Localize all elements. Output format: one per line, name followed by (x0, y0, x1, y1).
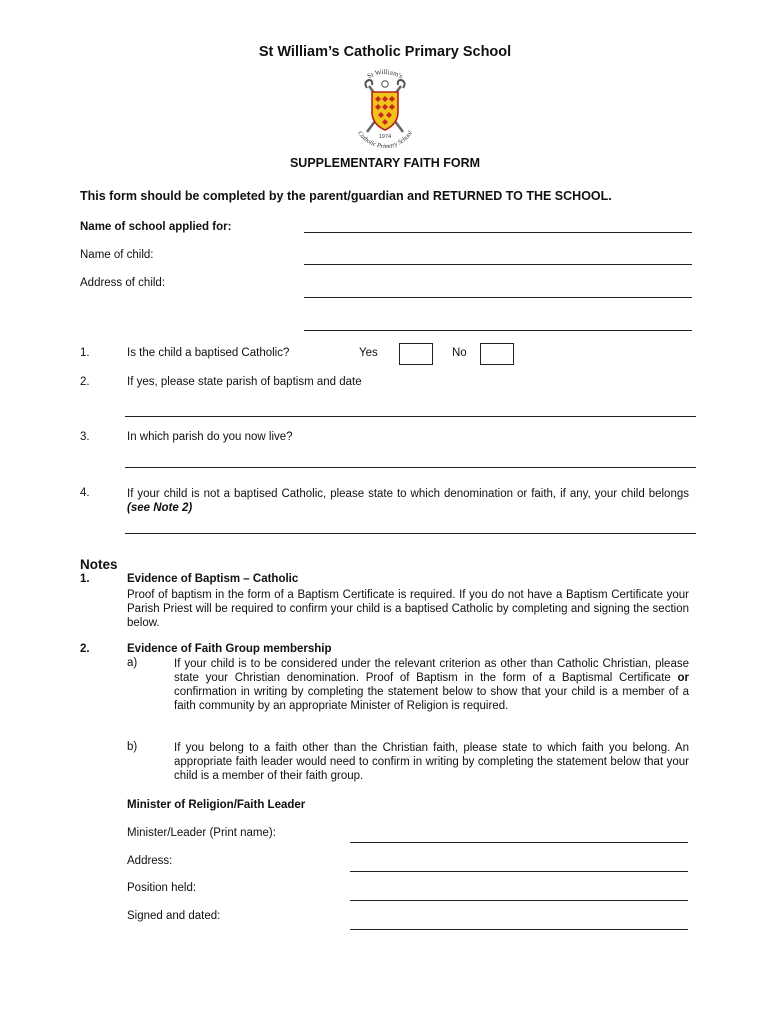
note1-body: Proof of baptism in the form of a Baptism Certificate is required. If you do not have a Baptism Certificate your Parish Priest will be required to confirm your child is a baptised Catholic by completing and signing the section below. (127, 589, 689, 629)
minister-signed-line[interactable] (350, 929, 688, 930)
svg-text:St William's (366, 68, 405, 81)
minister-position-label: Position held: (127, 882, 197, 894)
minister-name-line[interactable] (350, 842, 688, 843)
note2-number: 2. (80, 643, 90, 655)
q2-answer-line[interactable] (125, 416, 696, 417)
q4-note-reference: (see Note 2) (127, 502, 193, 514)
child-address-line-1[interactable] (304, 297, 692, 298)
q2-number: 2. (80, 376, 90, 388)
note1-title: Evidence of Baptism – Catholic (127, 573, 299, 585)
form-instruction: This form should be completed by the parent/guardian and RETURNED TO THE SCHOOL. (80, 189, 612, 203)
q1-number: 1. (80, 347, 90, 359)
q2-text: If yes, please state parish of baptism and date (127, 376, 362, 388)
minister-signed-label: Signed and dated: (127, 910, 221, 922)
form-title: SUPPLEMENTARY FAITH FORM (289, 156, 481, 170)
child-address-line-2[interactable] (304, 330, 692, 331)
child-name-line[interactable] (304, 264, 692, 265)
note2-a-or: or (677, 672, 689, 684)
q4-answer-line[interactable] (125, 533, 696, 534)
q1-no-checkbox[interactable] (480, 343, 514, 365)
school-crest-logo (345, 66, 425, 150)
note2-a-label: a) (127, 657, 138, 669)
q4-text: If your child is not a baptised Catholic, please state to which denomination or faith, if any, your child belongs (see Note 2) (127, 488, 689, 514)
crest-bottom-text: Catholic Primary School (356, 129, 414, 150)
q1-text: Is the child a baptised Catholic? (127, 347, 290, 359)
note2-b-text: If you belong to a faith other than the Christian faith, please state to which faith you belong. An appropriate faith leader would need to confirm in writing by completing the statement below that your child is a member of their faith group. (174, 742, 689, 782)
q1-no-label: No (452, 347, 467, 359)
notes-heading: Notes (80, 557, 118, 572)
q1-yes-label: Yes (359, 347, 378, 359)
note2-a-text: If your child is to be considered under the relevant criterion as other than Catholic Christian, please state your Christian denomination. Proof of Baptism in the form of a Baptismal Certificate or confirmation in writing by completing the statement below to show that your child is a member of a faith community by an appropriate Minister of Religion is required. (174, 658, 689, 712)
q3-text: In which parish do you now live? (127, 431, 293, 443)
child-address-label: Address of child: (80, 277, 166, 289)
q1-yes-checkbox[interactable] (399, 343, 433, 365)
child-name-label: Name of child: (80, 249, 154, 261)
note2-title: Evidence of Faith Group membership (127, 643, 332, 655)
q3-number: 3. (80, 431, 90, 443)
minister-heading: Minister of Religion/Faith Leader (127, 799, 306, 811)
note1-number: 1. (80, 573, 90, 585)
school-applied-label: Name of school applied for: (80, 221, 232, 233)
crest-top-text: St William's (365, 67, 405, 81)
minister-address-line[interactable] (350, 871, 688, 872)
school-applied-line[interactable] (304, 232, 692, 233)
minister-position-line[interactable] (350, 900, 688, 901)
q3-answer-line[interactable] (125, 467, 696, 468)
minister-address-label: Address: (127, 855, 173, 867)
q4-number: 4. (80, 487, 90, 499)
minister-name-label: Minister/Leader (Print name): (127, 827, 276, 839)
note2-b-label: b) (127, 741, 138, 753)
school-title: St William’s Catholic Primary School (258, 44, 512, 60)
crest-year: 1974 (378, 134, 392, 140)
